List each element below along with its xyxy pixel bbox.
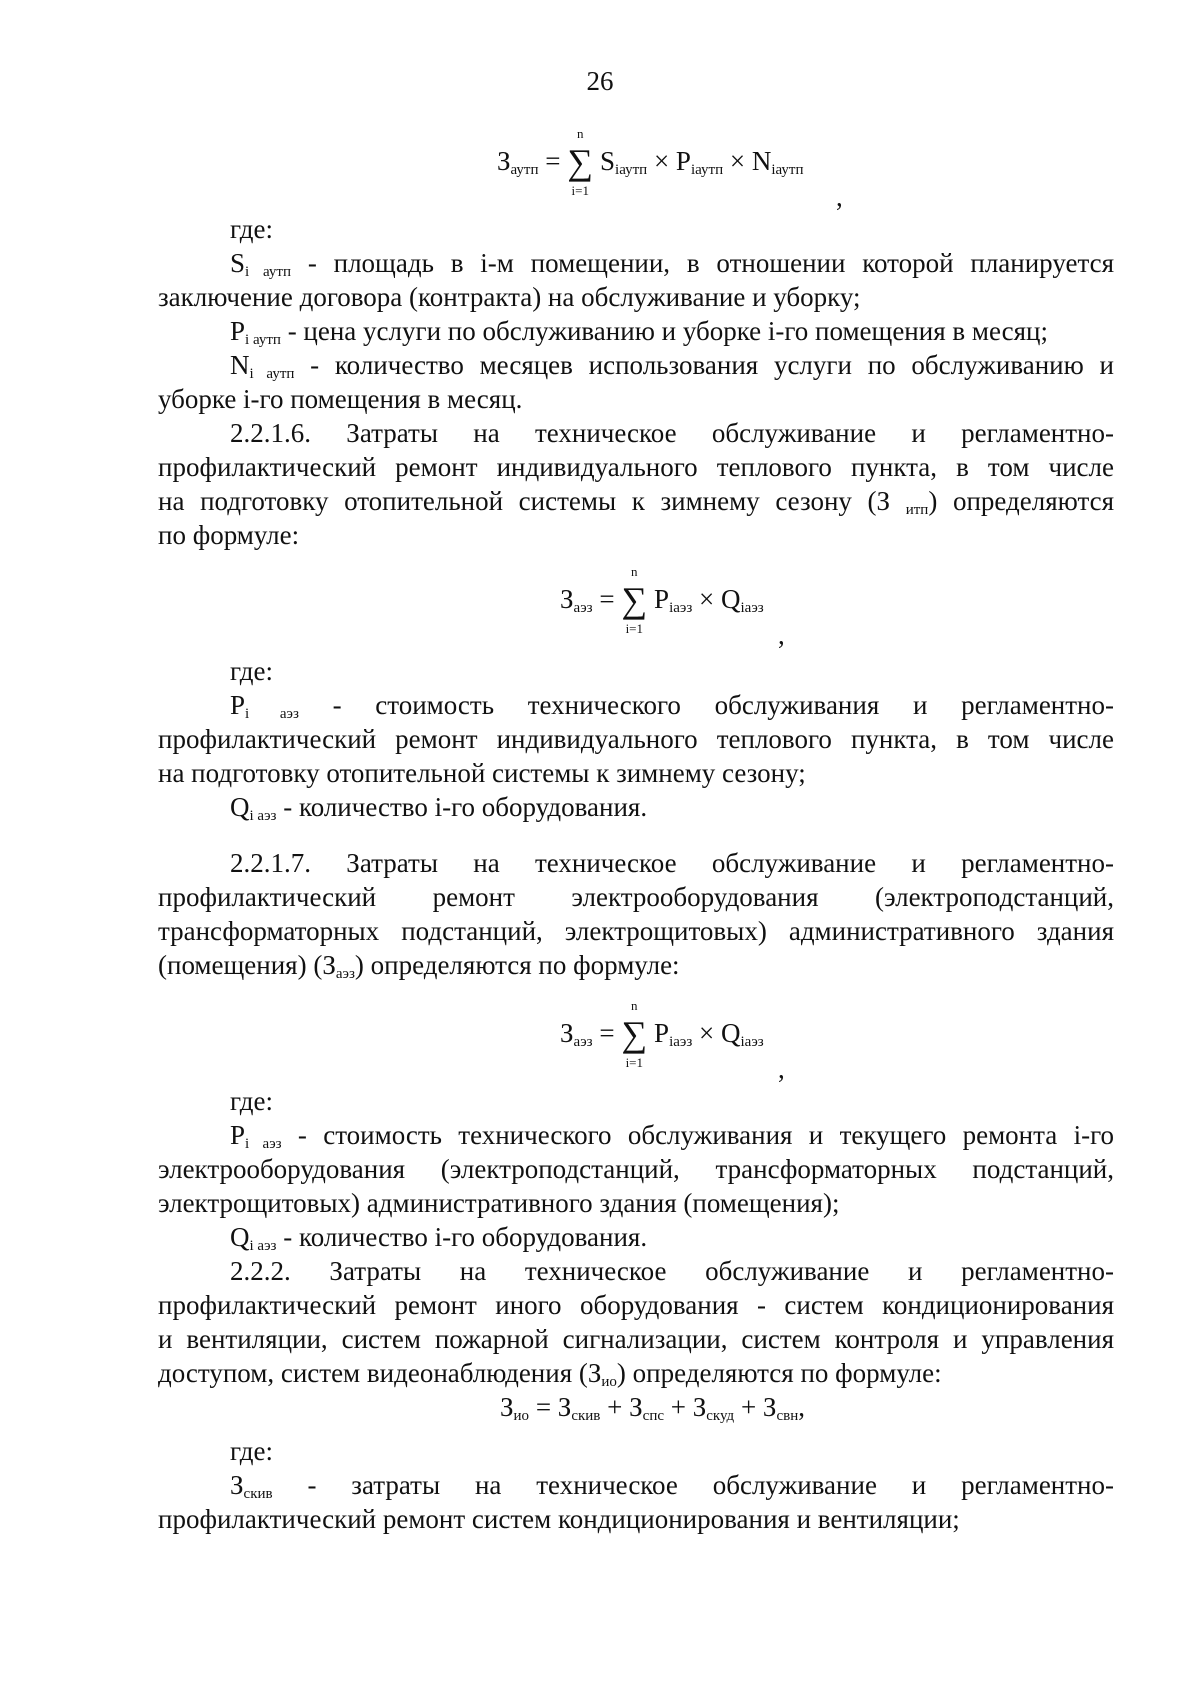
symbol: Q [230,1222,250,1252]
page-number: 26 [586,66,614,96]
definition-z-skiv [158,1468,1114,1502]
definition-text: - стоимость технического обслуживания и регламентно- [298,690,1114,720]
text: ) определяются [928,486,1114,516]
term-sub: скуд [706,1408,735,1424]
term-n-sub: iаутп [771,162,804,178]
text-block-1 [158,212,1114,552]
text: ) определяются по формуле: [354,950,680,980]
definition-n-cont: уборке i-го помещения в месяц. [158,384,523,414]
term-p: P [654,1018,670,1048]
formula-z-autp [497,126,804,198]
multiply-sign: × [699,584,715,614]
symbol-sub: итп [905,502,929,518]
formula-lhs-sub: аэз [573,600,593,616]
formula-comma: , [778,620,785,650]
definition-p-aez-2-cont-1: электрооборудования (электроподстанций, трансформаторных подстанций, [158,1154,1114,1184]
equals-sign: = [545,146,561,176]
term-s: S [600,146,616,176]
symbol-sub: i аутп [245,264,291,280]
term-n: N [751,146,772,176]
definition-p-aez [158,688,1114,722]
sum-lower-limit: i=1 [625,1055,644,1070]
paragraph-2216-line-3 [158,484,1114,518]
term-z-sps: З [629,1392,643,1422]
definition-z-skiv-cont: профилактический ремонт систем кондиционирования и вентиляции; [158,1504,960,1534]
symbol-sub: скив [243,1486,273,1502]
plus-sign: + [740,1392,757,1422]
symbol: З [230,1470,244,1500]
symbol-sub: i аэз [249,808,277,824]
term-sub: свн [776,1408,799,1424]
equals-sign: = [535,1392,552,1422]
paragraph-222-line-4 [158,1356,1114,1390]
sum-upper-limit: n [631,998,638,1013]
multiply-sign: × [729,146,746,176]
definition-text: - площадь в i-м помещении, в отношении которой планируется [291,248,1114,278]
definition-q-aez-2 [158,1220,1114,1254]
paragraph-2216-line-4: по формуле: [158,520,300,550]
term-z-svn: З [762,1392,777,1422]
plus-sign: + [670,1392,686,1422]
term-p: P [675,146,691,176]
paragraph-2217-line-1: 2.2.1.7. Затраты на техническое обслуживание и регламентно- [230,848,1114,878]
multiply-sign: × [699,1018,715,1048]
formula-lhs-sub: ио [513,1408,530,1424]
formula-lhs-sub: аутп [510,162,539,178]
definition-text: - количество месяцев использования услуги по обслуживанию и [294,350,1114,380]
paragraph-2217-line-2: профилактический ремонт электрооборудования (электроподстанций, [158,882,1114,912]
plus-sign: + [607,1392,623,1422]
where-label: где: [230,1086,273,1116]
text-block-4 [158,1084,1114,1390]
term-q-sub: iаэз [740,600,764,616]
definition-p-aez-cont-2: на подготовку отопительной системы к зимнему сезону; [158,758,806,788]
term-p: P [654,584,670,614]
definition-p-aez-cont-1: профилактический ремонт индивидуального теплового пункта, в том числе [158,724,1114,754]
definition-s-cont: заключение договора (контракта) на обслуживание и уборку; [158,282,861,312]
term-s-sub: iаутп [615,162,648,178]
term-q: Q [721,584,741,614]
formula-z-aez-1 [560,564,764,636]
formula-comma: , [836,182,843,212]
equals-sign: = [599,584,615,614]
text: ) определяются по формуле: [616,1358,942,1388]
term-p-sub: iаэз [669,600,693,616]
symbol-sub: i аэз [249,1238,277,1254]
paragraph-222-line-1: 2.2.2. Затраты на техническое обслуживание и регламентно- [230,1256,1114,1286]
formula-lhs-sub: аэз [573,1034,593,1050]
sum-sign: ∑ n i=1 [621,564,648,636]
symbol-sub: аэз [335,966,355,982]
formula-lhs: З [497,146,511,176]
formula-z-aez-2 [560,998,764,1070]
symbol-sub: i аэз [245,706,299,722]
definition-text: - затраты на техническое обслуживание и регламентно- [272,1470,1114,1500]
term-q-sub: iаэз [740,1034,764,1050]
formula-lhs: З [500,1392,514,1422]
formula-z-io [500,1390,805,1433]
paragraph-2217-line-4 [158,948,1114,982]
definition-text: - цена услуги по обслуживанию и уборке i-го помещения в месяц; [280,316,1048,346]
definition-n [158,348,1114,382]
definition-text: - количество i-го оборудования. [276,1222,648,1252]
symbol-sub: i аутп [245,332,281,348]
text-block-2 [158,654,1114,824]
definition-text: - стоимость технического обслуживания и текущего ремонта i-го [281,1120,1114,1150]
sum-upper-limit: n [577,126,584,141]
sum-lower-limit: i=1 [625,621,644,636]
where-label: где: [230,1436,273,1466]
equals-sign: = [599,1018,615,1048]
multiply-sign: × [653,146,670,176]
symbol: P [230,1120,246,1150]
sum-upper-limit: n [631,564,638,579]
symbol: Q [230,792,250,822]
formula-comma: , [798,1392,805,1422]
symbol: P [230,690,246,720]
paragraph-2217-line-3: трансформаторных подстанций, электрощитовых) административного здания [158,916,1114,946]
definition-s [158,246,1114,280]
term-q: Q [721,1018,741,1048]
definition-p-aez-2 [158,1118,1114,1152]
paragraph-2216-line-1: 2.2.1.6. Затраты на техническое обслуживание и регламентно- [230,418,1114,448]
text-block-3 [158,846,1114,982]
term-sub: спс [642,1408,664,1424]
formula-lhs: З [560,584,574,614]
symbol: S [230,248,246,278]
term-z-skiv: З [557,1392,572,1422]
sum-sign: ∑ n i=1 [567,126,594,198]
paragraph-222-line-2: профилактический ремонт иного оборудования - систем кондиционирования [158,1290,1114,1320]
definition-p-aez-2-cont-2: электрощитовых) административного здания (помещения); [158,1188,840,1218]
formula-lhs: З [560,1018,574,1048]
symbol-sub: ио [601,1374,617,1390]
text: (помещения) (З [158,950,336,980]
paragraph-222-line-3: и вентиляции, систем пожарной сигнализации, систем контроля и управления [158,1324,1114,1354]
where-label: где: [230,656,273,686]
where-label: где: [230,214,273,244]
term-p-sub: iаутп [690,162,724,178]
text: на подготовку отопительной системы к зимнему сезону (З [158,486,906,516]
text-block-5 [158,1434,1114,1536]
formula-comma: , [778,1054,785,1084]
term-z-skud: З [692,1392,707,1422]
symbol-sub: i аутп [249,366,295,382]
sum-lower-limit: i=1 [571,183,589,198]
definition-q-aez [158,790,1114,824]
term-sub: скив [571,1408,601,1424]
text: доступом, систем видеонаблюдения (З [158,1358,602,1388]
term-p-sub: iаэз [669,1034,693,1050]
sum-sign: ∑ n i=1 [621,998,648,1070]
symbol: P [230,316,246,346]
symbol-sub: i аэз [245,1136,282,1152]
definition-text: - количество i-го оборудования. [276,792,648,822]
symbol: N [230,350,250,380]
paragraph-2216-line-2: профилактический ремонт индивидуального теплового пункта, в том числе [158,452,1114,482]
definition-p [158,314,1114,348]
